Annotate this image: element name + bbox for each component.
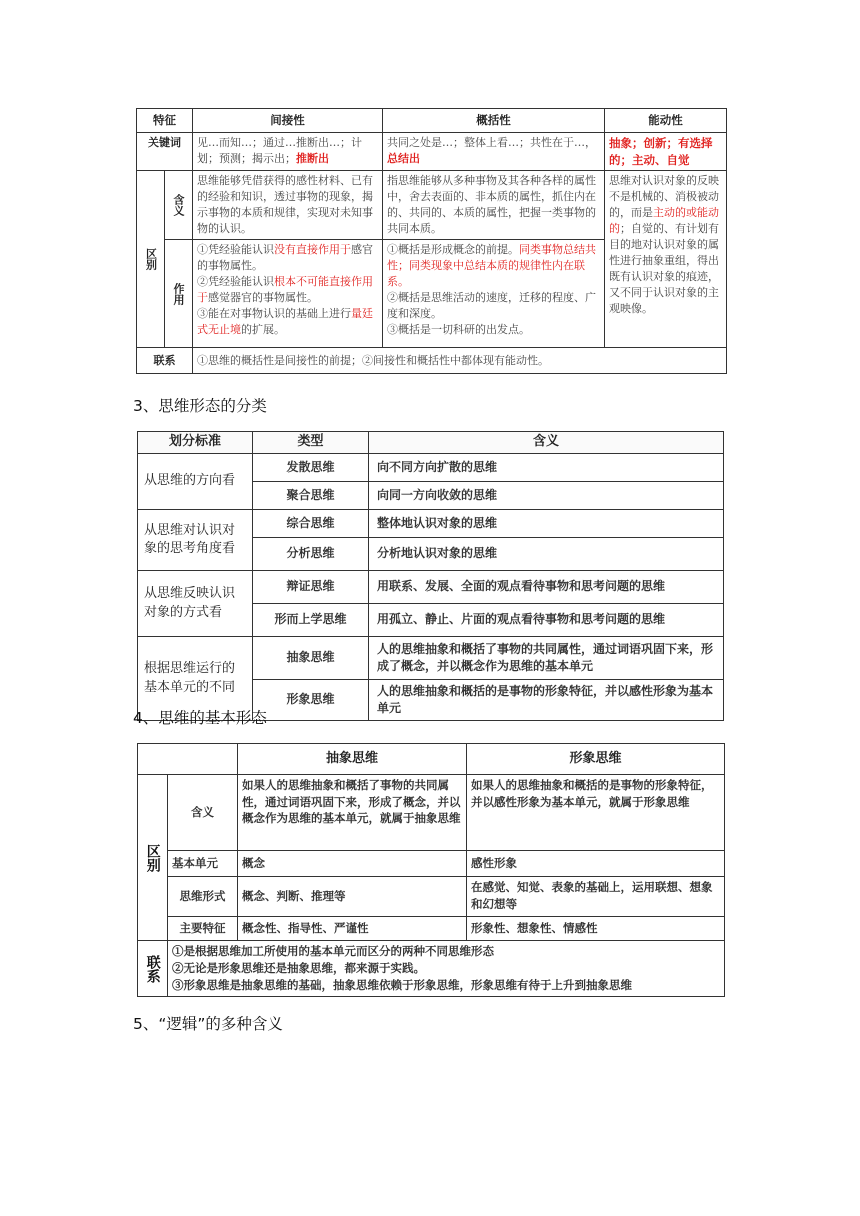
heading-4: 4、思维的基本形态	[133, 709, 267, 727]
header-image: 形象思维	[467, 744, 725, 775]
meaning-cell: 整体地认识对象的思维	[369, 510, 724, 538]
abstract-cell: 概念性、指导性、严谨性	[238, 917, 467, 941]
table-row	[138, 637, 724, 680]
header-standard: 划分标准	[138, 432, 253, 454]
meaning-cell: 向不同方向扩散的思维	[369, 454, 724, 482]
meaning-cell: 用联系、发展、全面的观点看待事物和思考问题的思维	[369, 571, 724, 604]
table-row	[138, 454, 724, 482]
type-cell: 综合思维	[253, 510, 369, 538]
table-row	[138, 571, 724, 604]
diff-label: 区别	[137, 171, 165, 348]
abstract-cell: 概念、判断、推理等	[238, 877, 467, 917]
image-cell: 形象性、想象性、情感性	[467, 917, 725, 941]
features-table	[136, 108, 727, 374]
keyword-row	[137, 133, 727, 171]
meaning-cell: 向同一方向收敛的思维	[369, 482, 724, 510]
meaning-row	[137, 171, 727, 240]
keyword-general: 共同之处是…；整体上看…；共性在于…，总结出	[383, 133, 605, 171]
image-cell: 感性形象	[467, 851, 725, 877]
meaning-indirect: 思维能够凭借获得的感性材料、已有的经验和知识，透过事物的现象，揭示事物的本质和规律，实现对未知事物的认识。	[193, 171, 383, 240]
basic-forms-table	[137, 743, 725, 997]
forms-header-row	[138, 744, 725, 775]
row-label: 思维形式	[168, 877, 238, 917]
type-cell: 形象思维	[253, 680, 369, 721]
link-label: 联系	[137, 348, 193, 374]
row-label: 基本单元	[168, 851, 238, 877]
header-general: 概括性	[383, 109, 605, 133]
link-row	[137, 348, 727, 374]
row-label: 主要特征	[168, 917, 238, 941]
link-line: ②无论是形象思维还是抽象思维，都来源于实践。	[172, 961, 425, 976]
meaning-cell: 分析地认识对象的思维	[369, 538, 724, 571]
link-row	[138, 941, 725, 997]
type-cell: 聚合思维	[253, 482, 369, 510]
header-meaning: 含义	[369, 432, 724, 454]
type-cell: 抽象思维	[253, 637, 369, 680]
header-indirect: 间接性	[193, 109, 383, 133]
active-meaning: 思维对认识对象的反映不是机械的、消极被动的，而是主动的或能动的；自觉的、有计划有目的地对认识对象的属性进行抽象重组，得出既有认识对象的痕迹，又不同于认识对象的主观映像。	[605, 171, 727, 348]
table-row	[138, 851, 725, 877]
link-line: ③形象思维是抽象思维的基础，抽象思维依赖于形象思维，形象思维有待于上升到抽象思维	[172, 977, 632, 992]
features-header-row	[137, 109, 727, 133]
meaning-cell: 人的思维抽象和概括的是事物的形象特征，并以感性形象为基本单元	[369, 680, 724, 721]
table-row	[138, 510, 724, 538]
meaning-cell: 人的思维抽象和概括了事物的共同属性，通过词语巩固下来，形成了概念，并以概念作为思维的基本单元	[369, 637, 724, 680]
effect-indirect: ①凭经验能认识没有直接作用于感官的事物属性。 ②凭经验能认识根本不可能直接作用于感觉器官的事物属性。 ③能在对事物认识的基础上进行量廷式无止境的扩展。	[193, 240, 383, 348]
standard-cell: 从思维的方向看	[138, 454, 253, 510]
type-cell: 发散思维	[253, 454, 369, 482]
table-row	[138, 877, 725, 917]
link-text: ①思维的概括性是间接性的前提；②间接性和概括性中都体现有能动性。	[193, 348, 727, 374]
standard-cell: 从思维反映认识对象的方式看	[138, 571, 253, 637]
effect-general: ①概括是形成概念的前提。同类事物总结共性；同类现象中总结本质的规律性内在联系。 ②概括是思维活动的速度，迁移的程度、广度和深度。 ③概括是一切科研的出发点。	[383, 240, 605, 348]
abstract-cell: 概念	[238, 851, 467, 877]
link-line: ①是根据思维加工所使用的基本单元而区分的两种不同思维形态	[172, 944, 494, 959]
table-row	[138, 775, 725, 851]
keyword-indirect: 见…而知…；通过…推断出…；计划；预测；揭示出；推断出	[193, 133, 383, 171]
header-feature: 特征	[137, 109, 193, 133]
link-text	[168, 941, 725, 997]
link-label: 联系	[138, 941, 168, 997]
header-abstract: 抽象思维	[238, 744, 467, 775]
header-active: 能动性	[605, 109, 727, 133]
type-cell: 分析思维	[253, 538, 369, 571]
classification-header-row	[138, 432, 724, 454]
meaning-general: 指思维能够从多种事物及其各种各样的属性中，舍去表面的、非本质的属性，抓住内在的、共同的、本质的属性，把握一类事物的共同本质。	[383, 171, 605, 240]
type-cell: 形而上学思维	[253, 604, 369, 637]
thinking-classification-table	[137, 431, 724, 721]
header-type: 类型	[253, 432, 369, 454]
standard-cell: 根据思维运行的基本单元的不同	[138, 637, 253, 721]
image-cell: 如果人的思维抽象和概括的是事物的形象特征，并以感性形象为基本单元，就属于形象思维	[467, 775, 725, 851]
heading-3: 3、思维形态的分类	[133, 397, 267, 415]
diff-label: 区别	[138, 775, 168, 941]
table-row	[138, 917, 725, 941]
keyword-active: 抽象；创新；有选择的；主动、自觉	[605, 133, 727, 171]
image-cell: 在感觉、知觉、表象的基础上，运用联想、想象和幻想等	[467, 877, 725, 917]
header-empty	[138, 744, 238, 775]
standard-cell: 从思维对认识对象的思考角度看	[138, 510, 253, 571]
effect-label: 作用	[165, 240, 193, 348]
type-cell: 辩证思维	[253, 571, 369, 604]
keyword-label: 关键词	[137, 133, 193, 171]
heading-5: 5、“逻辑”的多种含义	[133, 1015, 283, 1033]
abstract-cell: 如果人的思维抽象和概括了事物的共同属性，通过词语巩固下来，形成了概念，并以概念作为思维的基本单元，就属于抽象思维	[238, 775, 467, 851]
meaning-label: 含义	[165, 171, 193, 240]
meaning-cell: 用孤立、静止、片面的观点看待事物和思考问题的思维	[369, 604, 724, 637]
row-label: 含义	[168, 775, 238, 851]
